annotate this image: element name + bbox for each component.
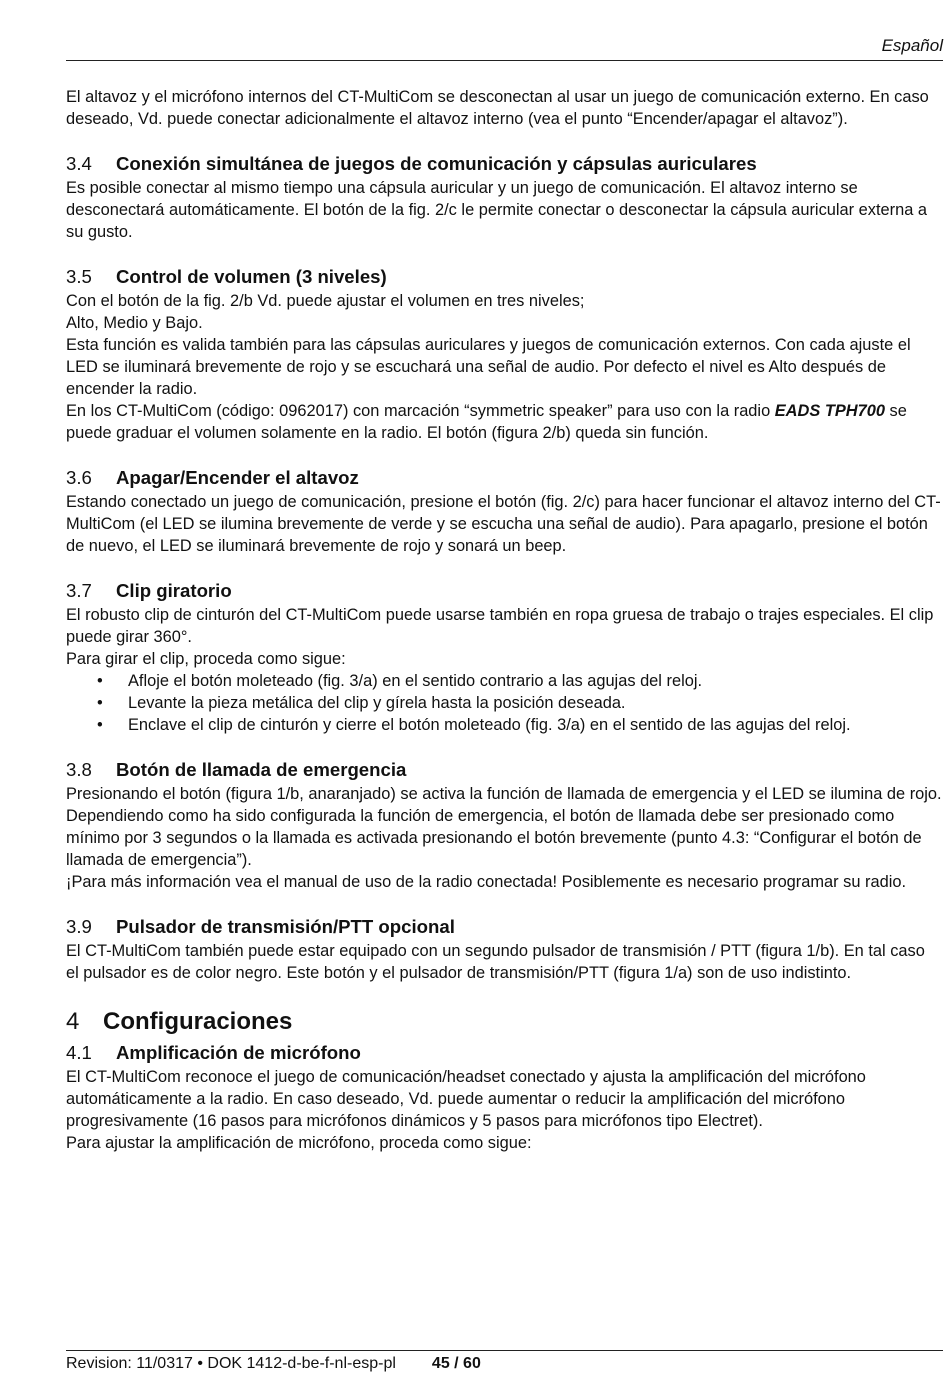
section-3-6 (66, 465, 942, 557)
section-title: Pulsador de transmisión/PTT opcional (116, 916, 455, 937)
paragraph: El CT-MultiCom reconoce el juego de comunicación/headset conectado y ajusta la amplificación del micrófono automáticamente a la radio. En caso deseado, Vd. puede aumentar o reducir la amplificación del micrófono progresivamente (16 pasos para micrófonos dinámicos y 5 pasos para micrófonos tipo Electret). (66, 1068, 866, 1130)
section-3-5 (66, 264, 942, 444)
paragraph: Presionando el botón (figura 1/b, anaranjado) se activa la función de llamada de emergencia y el LED se ilumina de rojo. Dependiendo como ha sido configurada la función de emergencia, el botón de llamada debe ser presionado como mínimo por 3 segundos o la llamada es activada presionando el botón brevemente (punto 4.3: “Configurar el botón de llamada de emergencia”). (66, 785, 942, 869)
text-run: En los CT-MultiCom (código: 0962017) con marcación “symmetric speaker” para uso con la radio (66, 402, 775, 420)
document-body (66, 86, 942, 1154)
section-heading (66, 264, 942, 290)
paragraph: Para girar el clip, proceda como sigue: (66, 650, 346, 668)
text-run: se puede graduar el volumen solamente en la radio. El botón (figura 2/b) queda sin función. (66, 402, 907, 442)
section-heading (66, 914, 942, 940)
section-number: 4.1 (66, 1042, 92, 1063)
page-number: 45 / 60 (431, 1355, 481, 1372)
section-number: 3.5 (66, 266, 92, 287)
section-4-1 (66, 1040, 942, 1154)
paragraph: Para ajustar la amplificación de micrófono, proceda como sigue: (66, 1134, 532, 1152)
revision-info: Revision: 11/0317 • DOK 1412-d-be-f-nl-esp-pl (66, 1355, 396, 1372)
list-item: • Afloje el botón moleteado (fig. 3/a) en el sentido contrario a las agujas del reloj. (66, 670, 942, 692)
section-heading (66, 1040, 942, 1066)
section-3-8 (66, 757, 942, 893)
section-heading (66, 465, 942, 491)
paragraph: Esta función es valida también para las cápsulas auriculares y juegos de comunicación externos. Con cada ajuste el LED se iluminará brevemente de rojo y se escuchará una señal de audio. Por defecto el nivel es Alto después de encender la radio. (66, 336, 911, 398)
section-3-7 (66, 578, 942, 736)
section-title: Botón de llamada de emergencia (116, 759, 407, 780)
list-item: • Enclave el clip de cinturón y cierre el botón moleteado (fig. 3/a) en el sentido de las agujas del reloj. (66, 714, 942, 736)
chapter-title: Configuraciones (103, 1008, 293, 1035)
section-3-4 (66, 151, 942, 243)
product-name: EADS TPH700 (774, 402, 885, 420)
chapter-number: 4 (66, 1008, 80, 1035)
list-item: • Levante la pieza metálica del clip y gírela hasta la posición deseada. (66, 692, 942, 714)
paragraph: Estando conectado un juego de comunicación, presione el botón (fig. 2/c) para hacer funcionar el altavoz interno del CT-MultiCom (el LED se ilumina brevemente de verde y se escucha una señal de audio). Para apagarlo, presione el botón de nuevo, el LED se iluminará brevemente de rojo y sonará un beep. (66, 493, 941, 555)
paragraph: El robusto clip de cinturón del CT-MultiCom puede usarse también en ropa gruesa de trabajo o trajes especiales. El clip puede girar 360°. (66, 606, 934, 646)
paragraph (66, 400, 942, 444)
section-title: Clip giratorio (116, 580, 232, 601)
section-number: 3.9 (66, 916, 92, 937)
paragraph: Alto, Medio y Bajo. (66, 314, 203, 332)
page-footer (66, 1350, 943, 1373)
paragraph: Es posible conectar al mismo tiempo una cápsula auricular y un juego de comunicación. El altavoz interno se desconectará automáticamente. El botón de la fig. 2/c le permite conectar o desconectar la cápsula auricular externa a su gusto. (66, 179, 927, 241)
section-title: Conexión simultánea de juegos de comunicación y cápsulas auriculares (116, 153, 757, 174)
section-heading (66, 578, 942, 604)
section-number: 3.4 (66, 153, 92, 174)
section-title: Amplificación de micrófono (116, 1042, 361, 1063)
header-language: Español (881, 36, 943, 55)
bullet-list (66, 670, 942, 736)
paragraph: El CT-MultiCom también puede estar equipado con un segundo pulsador de transmisión / PTT (figura 1/b). En tal caso el pulsador es de color negro. Este botón y el pulsador de transmisión/PTT (figura 1/a) son de uso indistinto. (66, 942, 925, 982)
section-heading (66, 757, 942, 783)
section-heading (66, 151, 942, 177)
paragraph: Con el botón de la fig. 2/b Vd. puede ajustar el volumen en tres niveles; (66, 292, 585, 310)
section-number: 3.6 (66, 467, 92, 488)
section-3-9 (66, 914, 942, 984)
section-title: Apagar/Encender el altavoz (116, 467, 359, 488)
paragraph: ¡Para más información vea el manual de uso de la radio conectada! Posiblemente es necesario programar su radio. (66, 873, 907, 891)
intro-paragraph: El altavoz y el micrófono internos del CT-MultiCom se desconectan al usar un juego de comunicación externo. En caso deseado, Vd. puede conectar adicionalmente el altavoz interno (vea el punto “Encender/apagar el altavoz”). (66, 88, 929, 128)
section-title: Control de volumen (3 niveles) (116, 266, 387, 287)
section-number: 3.8 (66, 759, 92, 780)
chapter-heading (66, 1006, 942, 1038)
page-header (66, 36, 943, 61)
section-number: 3.7 (66, 580, 92, 601)
